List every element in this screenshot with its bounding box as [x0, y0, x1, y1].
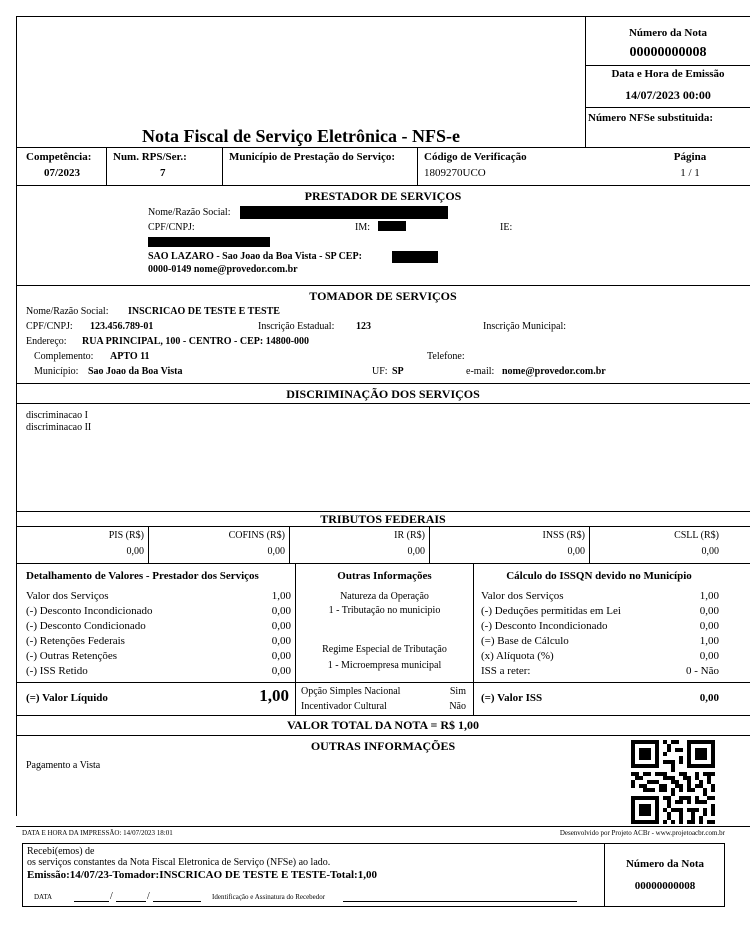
prestador-contato-line: 0000-0149 nome@provedor.com.br [148, 264, 298, 275]
recibo-data-sep-2: / [147, 891, 150, 902]
info-row-top [16, 147, 750, 148]
cofins-label: COFINS (R$) [228, 530, 285, 541]
discriminacao-top [16, 383, 750, 384]
tomador-complemento-label: Complemento: [34, 351, 94, 362]
valor-liquido-value: 1,00 [259, 686, 289, 705]
detalhamento-row-value: 0,00 [271, 605, 291, 617]
detalhamento-row-value: 0,00 [271, 650, 291, 662]
issqn-row [481, 620, 719, 632]
ir-label: IR (R$) [394, 530, 425, 541]
prestador-ie-label: IE: [500, 222, 513, 233]
csll-label: CSLL (R$) [674, 530, 719, 541]
issqn-row-value: 0,00 [699, 620, 719, 632]
outras-informacoes-title: OUTRAS INFORMAÇÕES [310, 739, 456, 753]
recibo-data-year-line [153, 901, 201, 902]
detalhamento-row [26, 650, 291, 662]
trib-div-4 [589, 526, 590, 563]
valor-liquido-label: (=) Valor Líquido [26, 692, 108, 704]
frame-top [16, 16, 750, 17]
discriminacao-title-bottom [16, 403, 750, 404]
recibo-line-2: os serviços constantes da Nota Fiscal Eletronica de Serviço (NFSe) ao lado. [27, 857, 331, 868]
redacted-prestador-nome [240, 206, 448, 219]
tomador-email-label: e-mail: [466, 366, 495, 377]
tomador-ie-value: 123 [356, 321, 371, 332]
prestador-title: PRESTADOR DE SERVIÇOS [304, 189, 462, 203]
issqn-row-value: 0,00 [699, 605, 719, 617]
valor-iss-label: (=) Valor ISS [481, 692, 543, 704]
tributos-title-bottom [16, 526, 750, 527]
total-top [16, 715, 750, 716]
issqn-row-label: (=) Base de Cálculo [481, 635, 569, 647]
issqn-row-value: 1,00 [699, 635, 719, 647]
tomador-email-value: nome@provedor.com.br [502, 366, 606, 377]
codigo-verificacao-value: 1809270UCO [424, 167, 486, 179]
incentivador-label: Incentivador Cultural [301, 701, 387, 712]
recibo-divider [604, 843, 605, 907]
csll-value: 0,00 [701, 546, 719, 557]
recibo-data-label: DATA [34, 893, 53, 901]
tomador-cpf-value: 123.456.789-01 [90, 321, 154, 332]
tomador-nome-label: Nome/Razão Social: [26, 306, 109, 317]
page-title: Nota Fiscal de Serviço Eletrônica - NFS-e [142, 126, 460, 146]
valores-top [16, 563, 750, 564]
issqn-row [481, 635, 719, 647]
inss-label: INSS (R$) [542, 530, 585, 541]
recibo-line-1: Recebi(emos) de [27, 846, 95, 857]
numero-nota-value: 00000000008 [629, 45, 707, 60]
detalhamento-row-value: 1,00 [271, 590, 291, 602]
natureza-value: 1 - Tributação no municipio [328, 605, 441, 616]
outras-bottom-top [295, 682, 474, 683]
detalhamento-row-label: Valor dos Serviços [26, 590, 109, 602]
detalhamento-row-value: 0,00 [271, 635, 291, 647]
detalhamento-row-label: (-) Desconto Incondicionado [26, 605, 153, 617]
rps-label: Num. RPS/Ser.: [113, 151, 187, 163]
recibo-numero-value: 00000000008 [634, 880, 696, 892]
rps-value: 7 [160, 167, 166, 179]
issqn-row [481, 605, 719, 617]
recibo-assinatura-line [343, 901, 577, 902]
issqn-row [481, 665, 719, 677]
pis-label: PIS (R$) [108, 530, 144, 541]
redacted-prestador-im [378, 221, 406, 231]
codigo-verificacao-label: Código de Verificação [424, 151, 527, 163]
tomador-uf-label: UF: [372, 366, 388, 377]
header-line-2 [585, 107, 750, 108]
tributos-title: TRIBUTOS FEDERAIS [320, 512, 446, 526]
discriminacao-title: DISCRIMINAÇÃO DOS SERVIÇOS [286, 387, 480, 401]
outras-informacoes-text: Pagamento a Vista [26, 760, 101, 771]
tomador-municipio-value: Sao Joao da Boa Vista [88, 366, 183, 377]
detalhamento-row-label: (-) Outras Retenções [26, 650, 118, 662]
info-div-3 [417, 147, 418, 185]
issqn-row-value: 0 - Não [686, 665, 719, 677]
desenvolvido-por: Desenvolvido por Projeto ACBr - www.projetoacbr.com.br [559, 829, 725, 837]
outras-title: Outras Informações [337, 570, 432, 582]
discriminacao-line-1: discriminacao I [26, 410, 88, 421]
numero-nota-label: Número da Nota [628, 27, 707, 39]
detalhamento-row [26, 605, 291, 617]
prestador-endereco-line: SAO LAZARO - Sao Joao da Boa Vista - SP CEP: [148, 251, 362, 262]
nfse-substituida-label: Número NFSe substituida: [588, 112, 714, 124]
cofins-value: 0,00 [267, 546, 285, 557]
prestador-nome-label: Nome/Razão Social: [148, 207, 231, 218]
municipio-prestacao-label: Município de Prestação do Serviço: [229, 151, 395, 163]
recibo-numero-label: Número da Nota [625, 858, 704, 870]
valores-div-1 [295, 563, 296, 715]
tomador-endereco-label: Endereço: [26, 336, 67, 347]
regime-value: 1 - Microempresa municipal [327, 660, 442, 671]
pis-value: 0,00 [126, 546, 144, 557]
detalhamento-row [26, 620, 291, 632]
data-impressao: DATA E HORA DA IMPRESSÃO: 14/07/2023 18:01 [22, 829, 173, 837]
redacted-prestador-cep [392, 251, 438, 263]
prestador-im-label: IM: [355, 222, 370, 233]
valor-total: VALOR TOTAL DA NOTA = R$ 1,00 [286, 718, 480, 732]
detalhamento-row-label: (-) Retenções Federais [26, 635, 125, 647]
issqn-row-value: 0,00 [699, 650, 719, 662]
prestador-top [16, 185, 750, 186]
qr-code [631, 740, 715, 824]
detalhamento-row [26, 635, 291, 647]
detalhamento-row [26, 590, 291, 602]
tomador-cpf-label: CPF/CNPJ: [26, 321, 73, 332]
detalhamento-row-value: 0,00 [271, 620, 291, 632]
issqn-row-value: 1,00 [699, 590, 719, 602]
issqn-row-label: (-) Deduções permitidas em Lei [481, 605, 621, 617]
prestador-cpf-label: CPF/CNPJ: [148, 222, 195, 233]
info-div-1 [106, 147, 107, 185]
tomador-complemento-value: APTO 11 [110, 351, 150, 362]
trib-div-3 [429, 526, 430, 563]
inss-value: 0,00 [567, 546, 585, 557]
trib-div-2 [289, 526, 290, 563]
simples-value: Sim [449, 686, 466, 697]
info-div-2 [222, 147, 223, 185]
discriminacao-line-2: discriminacao II [26, 422, 92, 433]
detalhamento-title: Detalhamento de Valores - Prestador dos Serviços [26, 570, 259, 582]
trib-div-1 [148, 526, 149, 563]
data-emissao-value: 14/07/2023 00:00 [625, 88, 711, 102]
detalhamento-row [26, 665, 291, 677]
issqn-row [481, 650, 719, 662]
ir-value: 0,00 [407, 546, 425, 557]
tomador-nome-value: INSCRICAO DE TESTE E TESTE [128, 306, 280, 317]
valores-div-2 [473, 563, 474, 715]
data-emissao-label: Data e Hora de Emissão [611, 68, 725, 80]
tomador-municipio-label: Município: [34, 366, 79, 377]
recibo-assinatura-label: Identificação e Assinatura do Recebedor [212, 893, 326, 901]
tomador-endereco-value: RUA PRINCIPAL, 100 - CENTRO - CEP: 14800-000 [82, 336, 310, 347]
recibo-data-sep-1: / [110, 891, 113, 902]
recibo-data-month-line [116, 901, 146, 902]
issqn-row-label: (-) Desconto Incondicionado [481, 620, 608, 632]
simples-label: Opção Simples Nacional [301, 686, 401, 697]
tomador-top [16, 285, 750, 286]
issqn-row-label: (x) Alíquota (%) [481, 650, 554, 662]
tomador-ie-label: Inscrição Estadual: [258, 321, 335, 332]
recibo-line-3: Emissão:14/07/23-Tomador:INSCRICAO DE TESTE E TESTE-Total:1,00 [27, 869, 377, 881]
header-line-1 [585, 65, 750, 66]
redacted-prestador-logradouro [148, 237, 270, 247]
valor-iss-value: 0,00 [699, 692, 719, 704]
detalhamento-row-value: 0,00 [271, 665, 291, 677]
tomador-title: TOMADOR DE SERVIÇOS [309, 289, 457, 303]
outras-informacoes-bottom [16, 826, 750, 827]
competencia-value: 07/2023 [44, 167, 81, 179]
recibo-data-day-line [74, 901, 109, 902]
issqn-bottom-top [473, 682, 750, 683]
tomador-uf-value: SP [392, 366, 404, 377]
issqn-row-label: Valor dos Serviços [481, 590, 564, 602]
detalhamento-liquido-top [16, 682, 296, 683]
tomador-telefone-label: Telefone: [427, 351, 465, 362]
tomador-im-label: Inscrição Municipal: [483, 321, 567, 332]
issqn-row [481, 590, 719, 602]
regime-label: Regime Especial de Tributação [322, 644, 447, 655]
incentivador-value: Não [449, 701, 466, 712]
competencia-label: Competência: [26, 151, 92, 163]
detalhamento-row-label: (-) Desconto Condicionado [26, 620, 146, 632]
natureza-label: Natureza da Operação [340, 591, 429, 602]
total-bottom [16, 735, 750, 736]
issqn-row-label: ISS a reter: [481, 665, 531, 677]
detalhamento-row-label: (-) ISS Retido [26, 665, 88, 677]
pagina-value: 1 / 1 [680, 167, 700, 179]
pagina-label: Página [673, 151, 707, 163]
issqn-title: Cálculo do ISSQN devido no Município [506, 570, 692, 582]
